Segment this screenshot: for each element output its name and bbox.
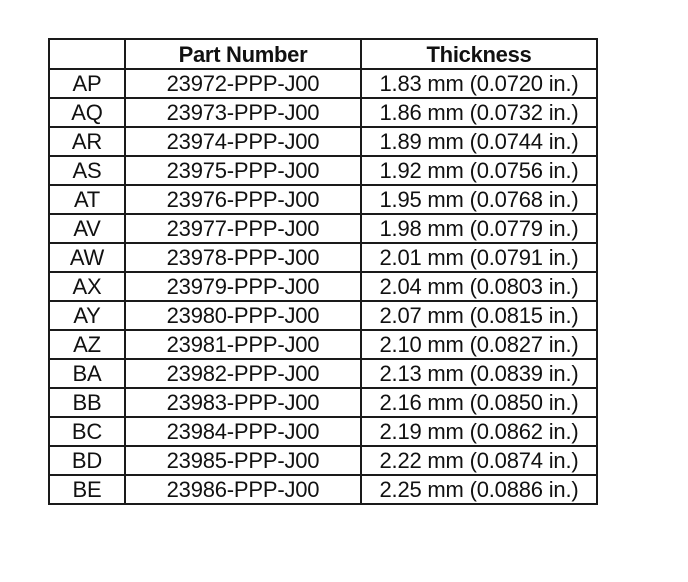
- cell-part-number: 23977-PPP-J00: [125, 214, 361, 243]
- table-row: [49, 475, 597, 504]
- cell-code: AY: [49, 301, 125, 330]
- parts-table: [48, 38, 598, 505]
- cell-part-number: 23986-PPP-J00: [125, 475, 361, 504]
- table-row: [49, 214, 597, 243]
- cell-thickness: 1.95 mm (0.0768 in.): [361, 185, 597, 214]
- cell-part-number: 23984-PPP-J00: [125, 417, 361, 446]
- cell-code: BA: [49, 359, 125, 388]
- cell-part-number: 23981-PPP-J00: [125, 330, 361, 359]
- cell-code: AQ: [49, 98, 125, 127]
- cell-part-number: 23978-PPP-J00: [125, 243, 361, 272]
- header-code: [49, 39, 125, 69]
- cell-part-number: 23985-PPP-J00: [125, 446, 361, 475]
- cell-thickness: 2.13 mm (0.0839 in.): [361, 359, 597, 388]
- table-row: [49, 301, 597, 330]
- table-row: [49, 272, 597, 301]
- table-row: [49, 330, 597, 359]
- table-row: [49, 127, 597, 156]
- cell-code: AX: [49, 272, 125, 301]
- cell-code: BD: [49, 446, 125, 475]
- cell-thickness: 2.07 mm (0.0815 in.): [361, 301, 597, 330]
- cell-thickness: 1.92 mm (0.0756 in.): [361, 156, 597, 185]
- cell-code: AS: [49, 156, 125, 185]
- cell-thickness: 2.25 mm (0.0886 in.): [361, 475, 597, 504]
- cell-code: AR: [49, 127, 125, 156]
- cell-thickness: 2.10 mm (0.0827 in.): [361, 330, 597, 359]
- table-row: [49, 417, 597, 446]
- cell-part-number: 23979-PPP-J00: [125, 272, 361, 301]
- cell-thickness: 2.04 mm (0.0803 in.): [361, 272, 597, 301]
- cell-thickness: 1.86 mm (0.0732 in.): [361, 98, 597, 127]
- cell-part-number: 23975-PPP-J00: [125, 156, 361, 185]
- cell-part-number: 23974-PPP-J00: [125, 127, 361, 156]
- table-row: [49, 446, 597, 475]
- cell-code: BC: [49, 417, 125, 446]
- cell-thickness: 2.19 mm (0.0862 in.): [361, 417, 597, 446]
- cell-thickness: 1.89 mm (0.0744 in.): [361, 127, 597, 156]
- cell-part-number: 23982-PPP-J00: [125, 359, 361, 388]
- header-thickness: Thickness: [361, 39, 597, 69]
- cell-code: AW: [49, 243, 125, 272]
- cell-thickness: 2.16 mm (0.0850 in.): [361, 388, 597, 417]
- cell-thickness: 1.83 mm (0.0720 in.): [361, 69, 597, 98]
- table-row: [49, 98, 597, 127]
- cell-code: BE: [49, 475, 125, 504]
- cell-part-number: 23973-PPP-J00: [125, 98, 361, 127]
- cell-thickness: 2.22 mm (0.0874 in.): [361, 446, 597, 475]
- cell-code: BB: [49, 388, 125, 417]
- cell-code: AZ: [49, 330, 125, 359]
- cell-part-number: 23972-PPP-J00: [125, 69, 361, 98]
- cell-part-number: 23976-PPP-J00: [125, 185, 361, 214]
- header-part-number: Part Number: [125, 39, 361, 69]
- cell-thickness: 2.01 mm (0.0791 in.): [361, 243, 597, 272]
- cell-code: AP: [49, 69, 125, 98]
- parts-table-sheet: [48, 38, 598, 505]
- cell-part-number: 23983-PPP-J00: [125, 388, 361, 417]
- table-row: [49, 359, 597, 388]
- table-row: [49, 185, 597, 214]
- table-row: [49, 156, 597, 185]
- table-body: [49, 69, 597, 504]
- table-row: [49, 243, 597, 272]
- cell-thickness: 1.98 mm (0.0779 in.): [361, 214, 597, 243]
- table-header-row: [49, 39, 597, 69]
- table-row: [49, 69, 597, 98]
- cell-part-number: 23980-PPP-J00: [125, 301, 361, 330]
- cell-code: AT: [49, 185, 125, 214]
- cell-code: AV: [49, 214, 125, 243]
- table-row: [49, 388, 597, 417]
